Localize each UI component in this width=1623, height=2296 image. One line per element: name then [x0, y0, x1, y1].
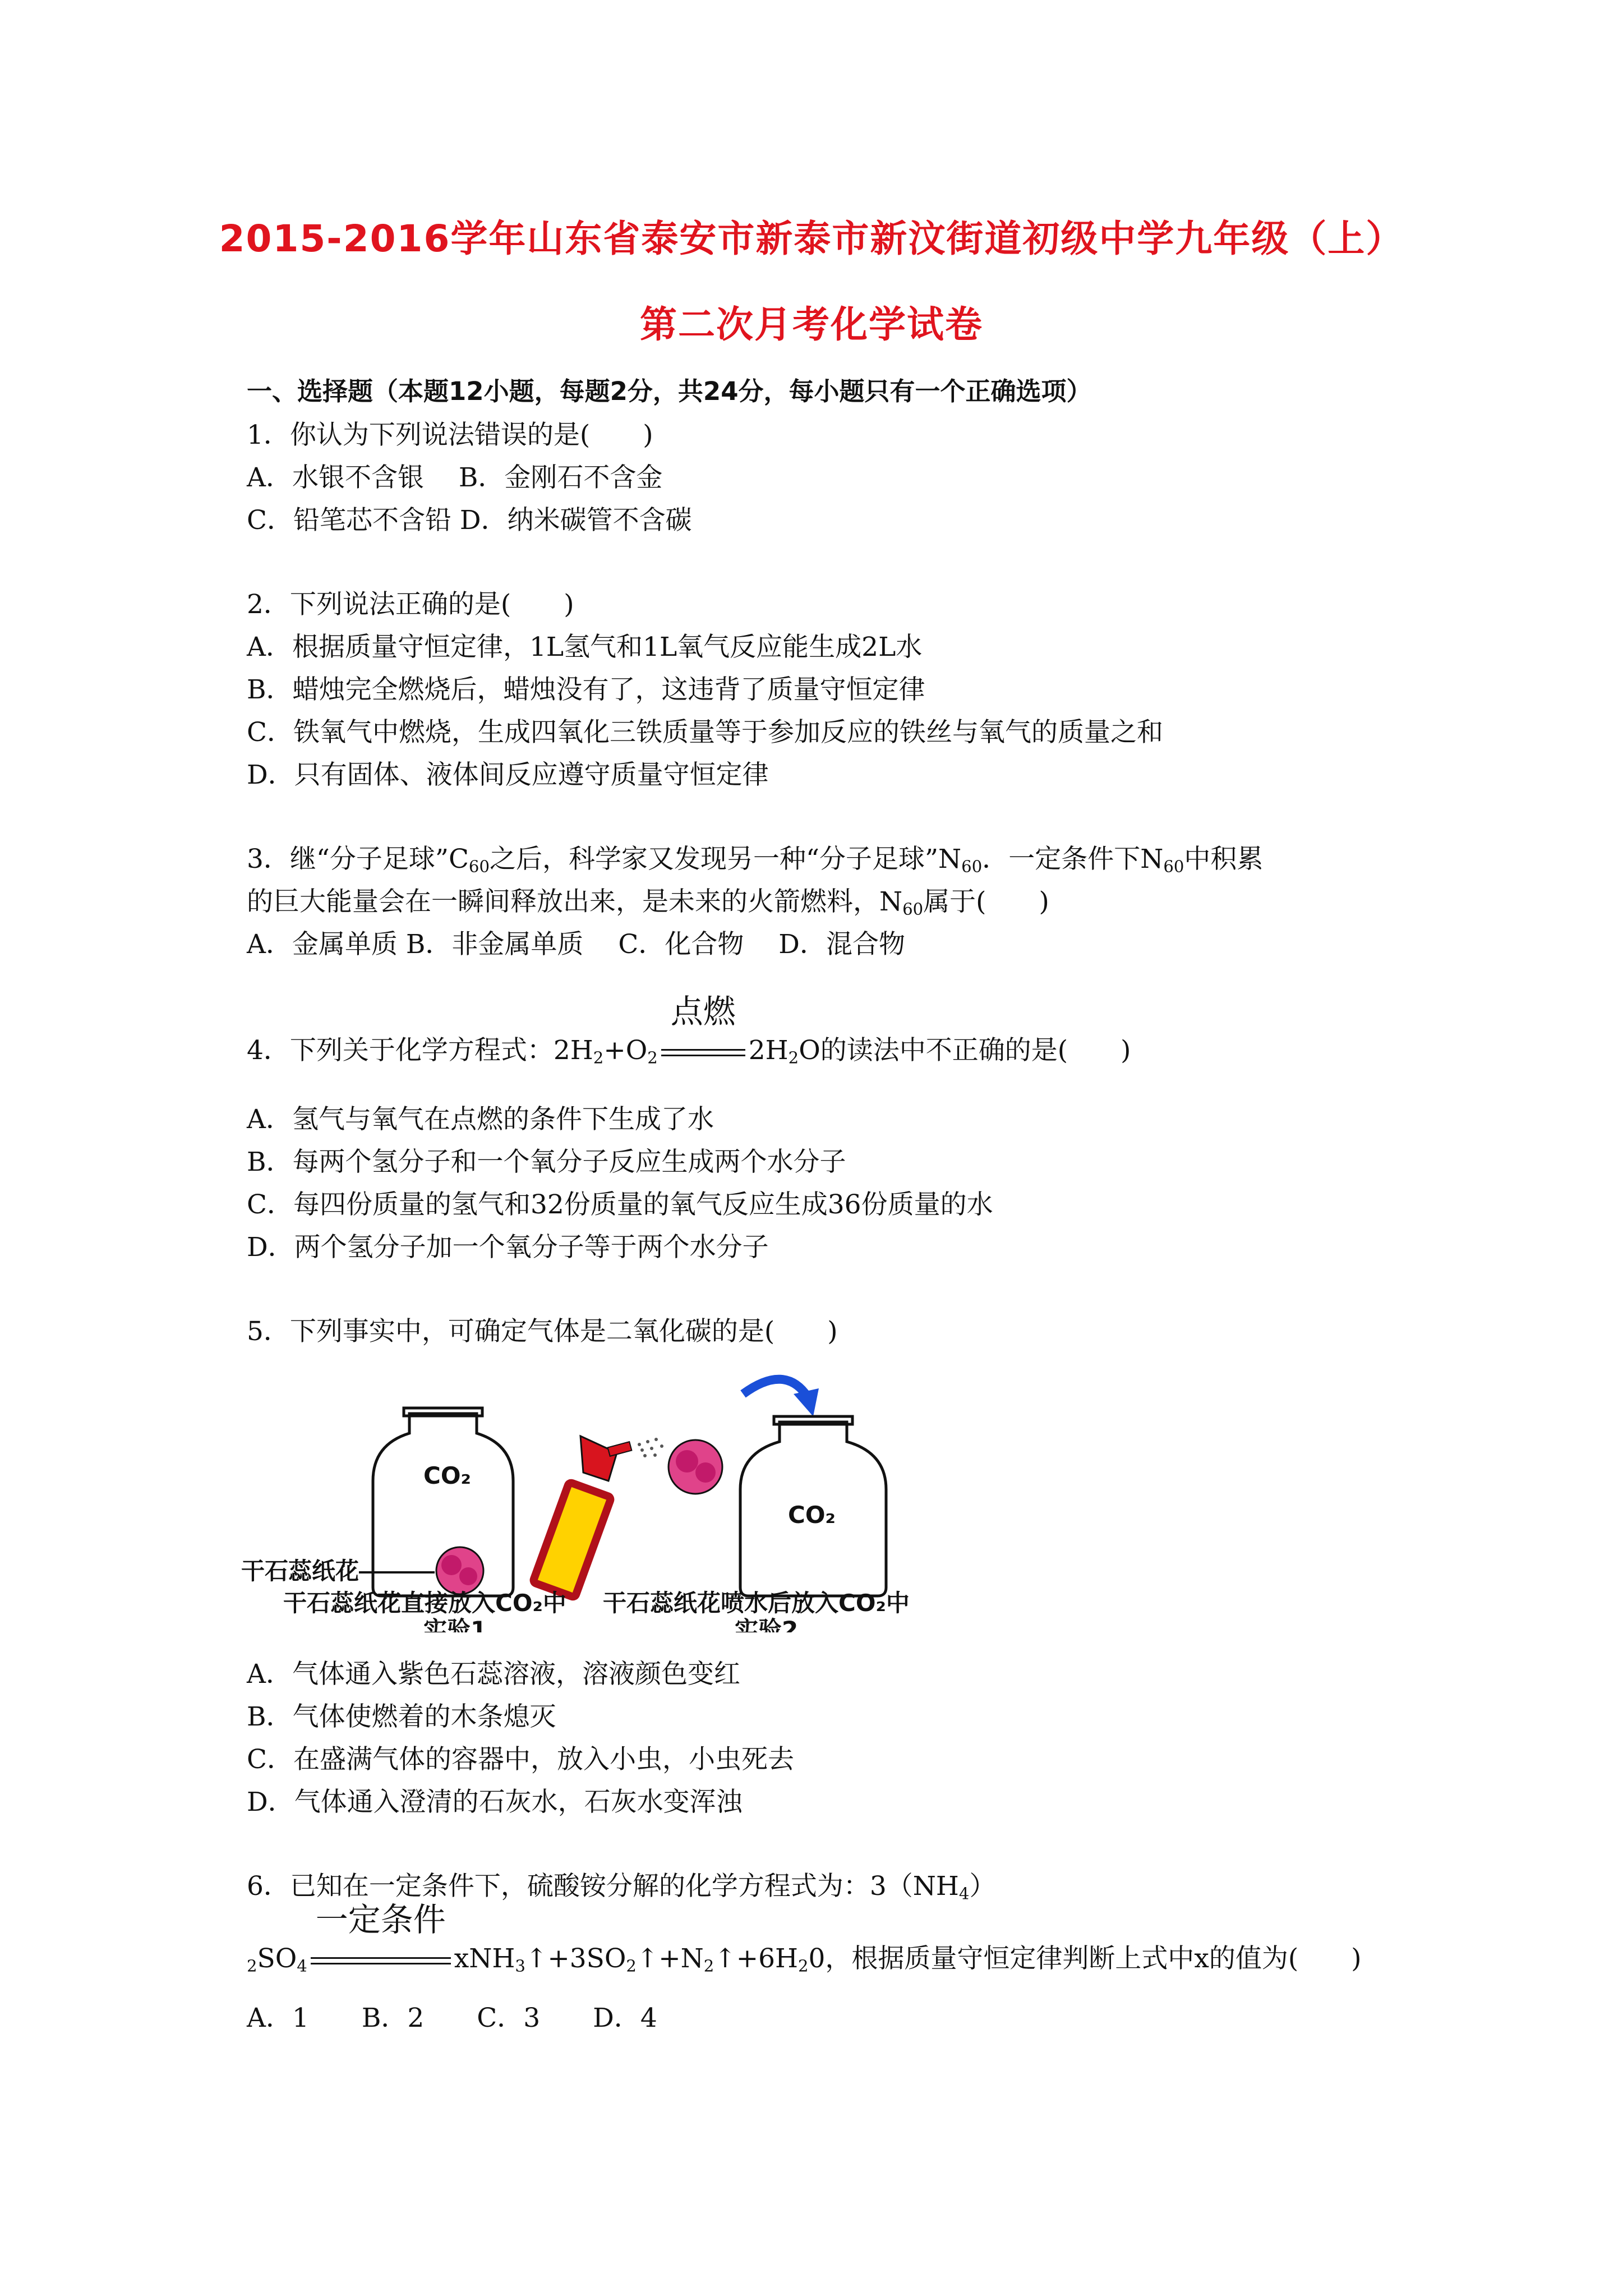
q2-option-a: A．根据质量守恒定律，1L氢气和1L氧气反应能生成2L水 [247, 632, 923, 662]
q4-option-c: C．每四份质量的氢气和32份质量的氧气反应生成36份质量的水 [247, 1189, 993, 1220]
q4-option-d: D．两个氢分子加一个氧分子等于两个水分子 [247, 1232, 769, 1263]
q3-text: 3．继“分子足球”C [247, 844, 469, 875]
q2-stem: 2．下列说法正确的是( ) [247, 589, 574, 620]
q6-text: ↑+6H [714, 1943, 798, 1974]
experiment-illustration [236, 1341, 965, 1632]
jar-2-label: CO₂ [788, 1501, 836, 1529]
q3-options: A．金属单质 B．非金属单质 C．化合物 D．混合物 [247, 929, 905, 960]
q3-text: 中积累 [1184, 844, 1264, 875]
q2-option-b: B．蜡烛完全燃烧后，蜡烛没有了，这违背了质量守恒定律 [247, 674, 925, 705]
section-heading: 一、选择题（本题12小题，每题2分，共24分，每小题只有一个正确选项） [247, 376, 1092, 406]
subscript: 60 [902, 899, 924, 919]
q6-text: ↑+3SO [525, 1943, 626, 1974]
q4-text: 2H [748, 1035, 789, 1066]
exam-title-line2: 第二次月考化学试卷 [640, 303, 983, 346]
subscript: 60 [1163, 857, 1184, 876]
flower-label: 干石蕊纸花 [241, 1557, 359, 1585]
subscript: 2 [797, 1956, 809, 1976]
subscript: 2 [247, 1956, 257, 1976]
double-equals-sign [311, 1957, 451, 1964]
q5-stem: 5．下列事实中，可确定气体是二氧化碳的是( ) [247, 1316, 838, 1347]
spray-bottle-icon [533, 1436, 631, 1598]
q5-option-a: A．气体通入紫色石蕊溶液，溶液颜色变红 [247, 1659, 740, 1690]
spray-mist-icon [638, 1438, 663, 1457]
experiment-1-label: 实验1 [423, 1616, 487, 1632]
q3-text: ．一定条件下N [982, 844, 1164, 875]
experiment-2-label: 实验2 [735, 1616, 799, 1632]
q1-options-ab: A．水银不含银 B．金刚石不含金 [247, 462, 663, 493]
subscript: 2 [647, 1048, 658, 1068]
exam-title-line1: 2015-2016学年山东省泰安市新泰市新汶街道初级中学九年级（上） [219, 217, 1404, 260]
flower-2-icon [668, 1440, 722, 1494]
q3-stem-line1 [247, 843, 1263, 883]
reaction-condition [307, 1901, 454, 1976]
q6-text: 0，根据质量守恒定律判断上式中x的值为( ) [808, 1943, 1362, 1974]
q6-text: SO [257, 1943, 297, 1974]
q3-text: 的巨大能量会在一瞬间释放出来，是未来的火箭燃料，N [247, 886, 903, 917]
q6-text: 6．已知在一定条件下，硫酸铵分解的化学方程式为：3（NH [247, 1871, 959, 1902]
q3-text: 属于( ) [923, 886, 1049, 917]
q3-text: 之后，科学家又发现另一种“分子足球”N [489, 844, 962, 875]
condition-label: 点燃 [670, 992, 736, 1030]
q5-option-c: C．在盛满气体的容器中，放入小虫，小虫死去 [247, 1744, 794, 1775]
q3-stem-line2 [247, 885, 1049, 926]
q4-text: O的读法中不正确的是( ) [799, 1035, 1131, 1066]
double-equals-sign [661, 1049, 745, 1056]
q2-option-d: D．只有固体、液体间反应遵守质量守恒定律 [247, 760, 769, 790]
co2-experiment-figure [236, 1341, 965, 1632]
subscript: 4 [958, 1884, 970, 1903]
condition-label: 一定条件 [315, 1901, 446, 1939]
subscript: 60 [961, 857, 983, 876]
q5-option-d: D．气体通入澄清的石灰水，石灰水变浑浊 [247, 1787, 743, 1818]
subscript: 2 [703, 1956, 714, 1976]
q4-text: +O [603, 1035, 648, 1066]
subscript: 2 [626, 1956, 637, 1976]
reaction-condition [658, 992, 749, 1068]
q6-stem-line2 [247, 1901, 1362, 1982]
q6-text: ↑+N [636, 1943, 704, 1974]
experiment-2-caption: 干石蕊纸花喷水后放入CO₂中 [603, 1589, 910, 1617]
flower-1-icon [436, 1547, 483, 1594]
q4-stem [247, 992, 1131, 1074]
q1-options-cd: C．铅笔芯不含铅 D．纳米碳管不含碳 [247, 505, 692, 536]
subscript: 60 [468, 857, 490, 876]
subscript: 2 [593, 1048, 604, 1068]
q6-options: A．1 B．2 C．3 D．4 [247, 2003, 657, 2033]
arrow-head-icon [794, 1388, 819, 1416]
subscript: 4 [297, 1956, 307, 1976]
subscript: 3 [515, 1956, 525, 1976]
q1-stem: 1．你认为下列说法错误的是( ) [247, 420, 653, 450]
q2-option-c: C．铁氧气中燃烧，生成四氧化三铁质量等于参加反应的铁丝与氧气的质量之和 [247, 717, 1163, 748]
q4-option-a: A．氢气与氧气在点燃的条件下生成了水 [247, 1104, 714, 1135]
q6-text: xNH [454, 1943, 515, 1974]
q4-text: 4．下列关于化学方程式：2H [247, 1035, 593, 1066]
q4-option-b: B．每两个氢分子和一个氧分子反应生成两个水分子 [247, 1147, 846, 1177]
q6-text: ） [969, 1871, 996, 1902]
q5-option-b: B．气体使燃着的木条熄灭 [247, 1701, 556, 1732]
subscript: 2 [788, 1048, 799, 1068]
experiment-1-caption: 干石蕊纸花直接放入CO₂中 [283, 1589, 566, 1617]
jar-1-label: CO₂ [423, 1462, 471, 1489]
